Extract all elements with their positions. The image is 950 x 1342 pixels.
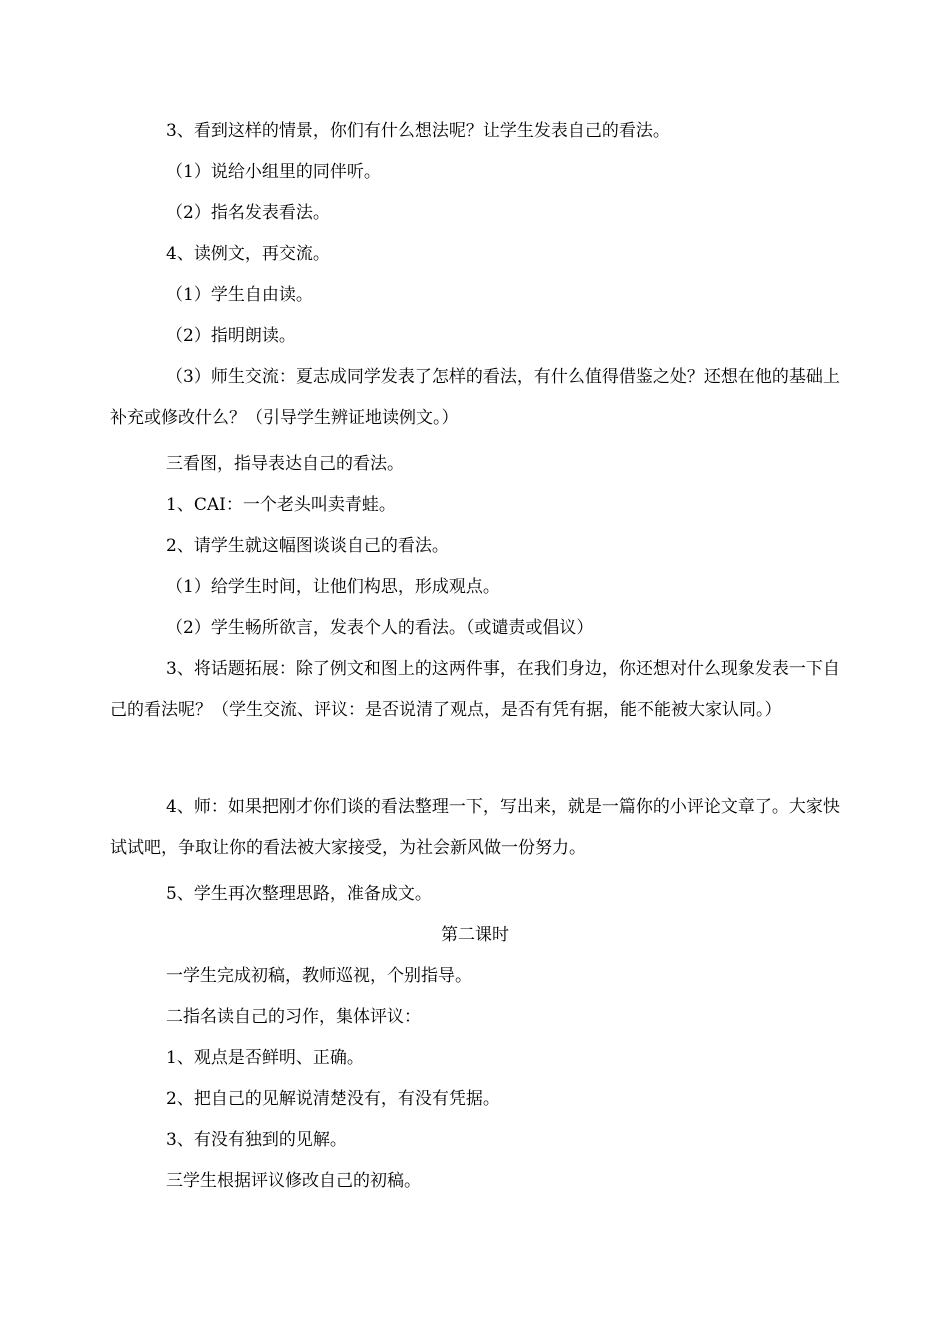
paragraph: 1、CAI：一个老头叫卖青蛙。 <box>166 495 396 515</box>
paragraph: 三看图，指导表达自己的看法。 <box>166 454 404 474</box>
paragraph: 2、请学生就这幅图谈谈自己的看法。 <box>166 536 449 556</box>
paragraph: （1）给学生时间，让他们构思，形成观点。 <box>166 577 500 597</box>
paragraph: （3）师生交流：夏志成同学发表了怎样的看法，有什么值得借鉴之处？还想在他的基础上补充或修改什么？（引导学生辨证地读例文。） <box>110 367 840 428</box>
paragraph: 4、师：如果把刚才你们谈的看法整理一下，写出来，就是一篇你的小评论文章了。大家快试试吧，争取让你的看法被大家接受，为社会新风做一份努力。 <box>110 797 840 858</box>
paragraph: 三学生根据评议修改自己的初稿。 <box>166 1171 421 1191</box>
section-title: 第二课时 <box>441 925 509 945</box>
paragraph: （1）说给小组里的同伴听。 <box>166 162 381 182</box>
paragraph: 1、观点是否鲜明、正确。 <box>166 1048 364 1068</box>
paragraph: 3、将话题拓展：除了例文和图上的这两件事，在我们身边，你还想对什么现象发表一下自己的看法呢？（学生交流、评议：是否说清了观点，是否有凭有据，能不能被大家认同。） <box>110 659 840 720</box>
paragraph: （1）学生自由读。 <box>166 285 313 305</box>
paragraph: 3、看到这样的情景，你们有什么想法呢？让学生发表自己的看法。 <box>166 121 670 141</box>
paragraph: （2）指明朗读。 <box>166 326 296 346</box>
paragraph: （2）指名发表看法。 <box>166 203 330 223</box>
paragraph: 二指名读自己的习作，集体评议： <box>166 1007 421 1027</box>
paragraph: 一学生完成初稿，教师巡视，个别指导。 <box>166 966 472 986</box>
paragraph: 4、读例文，再交流。 <box>166 244 330 264</box>
paragraph: 3、有没有独到的见解。 <box>166 1130 347 1150</box>
paragraph: 5、学生再次整理思路，准备成文。 <box>166 884 432 904</box>
paragraph: （2）学生畅所欲言，发表个人的看法。（或谴责或倡议） <box>166 618 594 638</box>
paragraph: 2、把自己的见解说清楚没有，有没有凭据。 <box>166 1089 500 1109</box>
